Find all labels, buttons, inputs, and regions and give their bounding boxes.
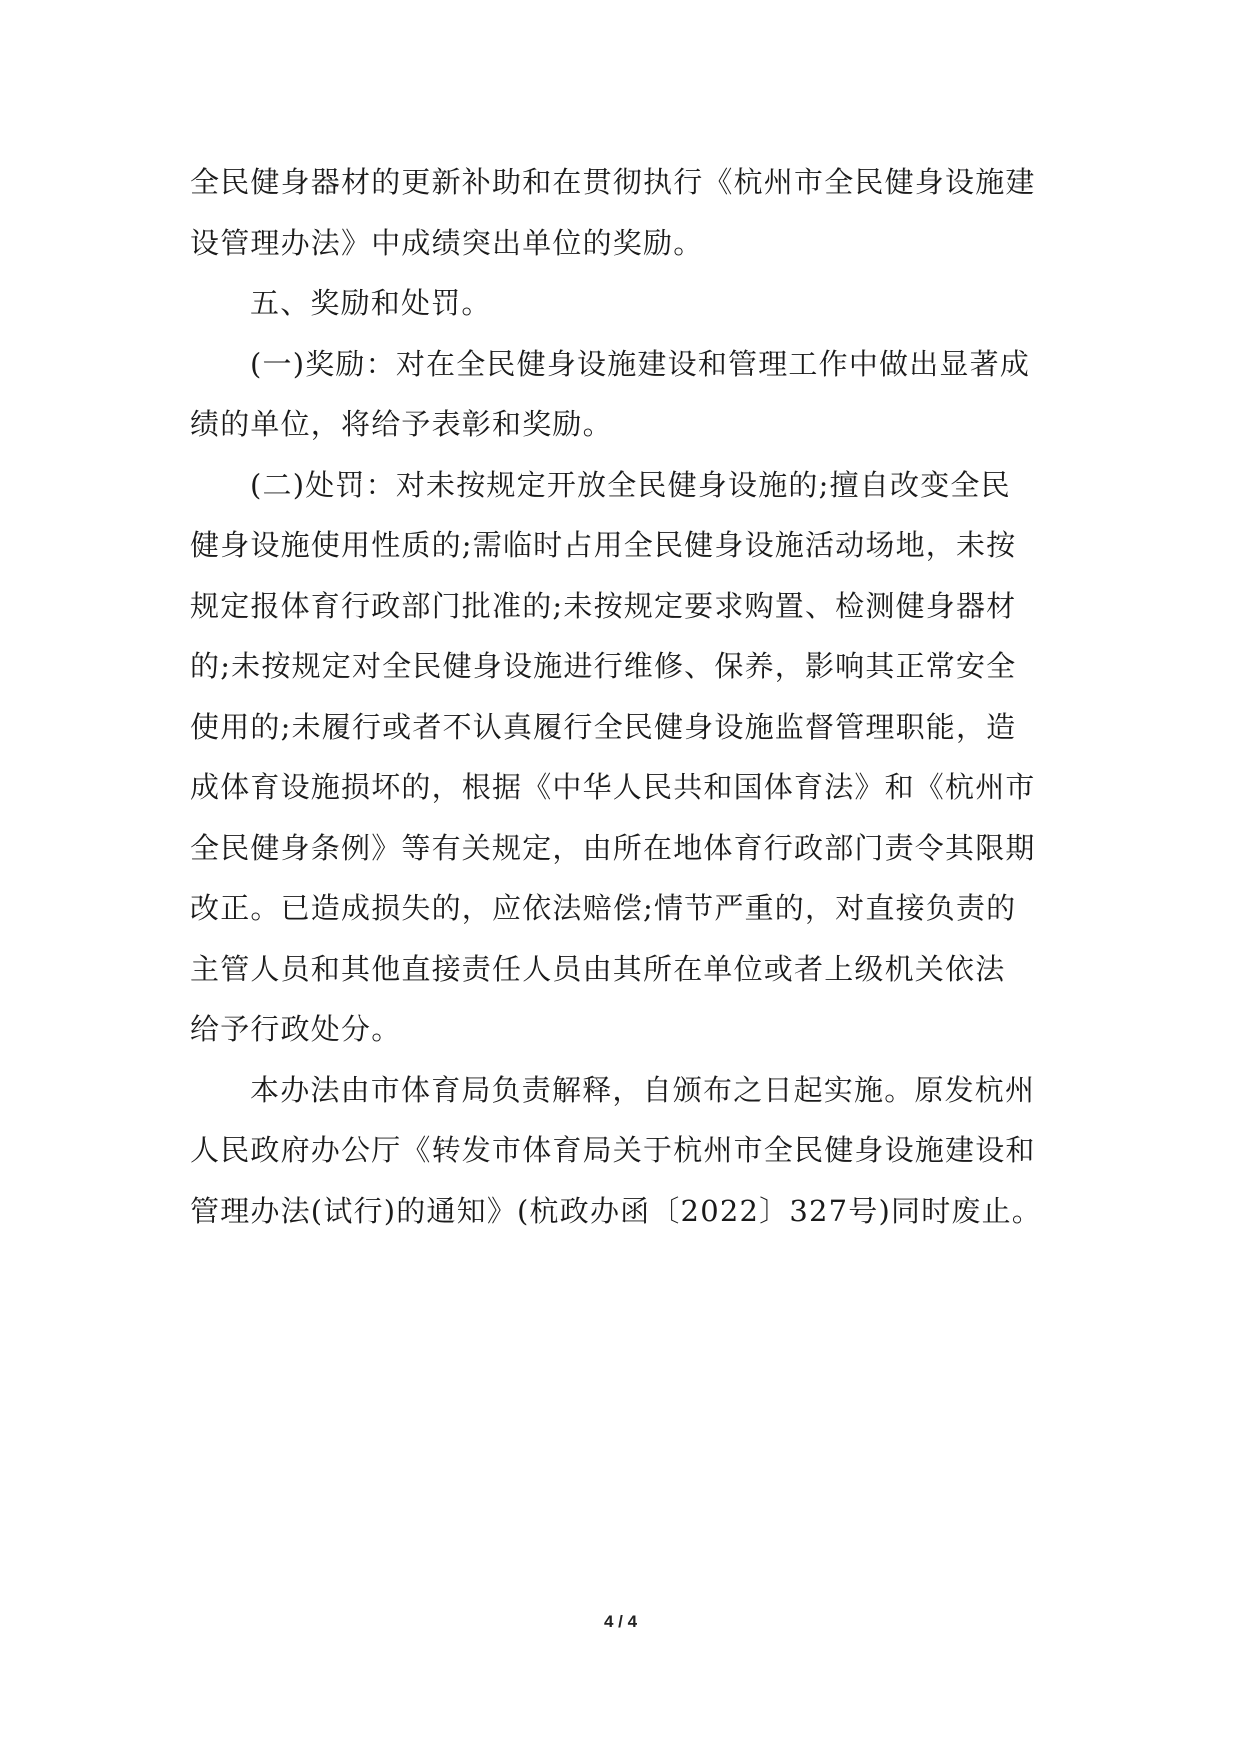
text-line: 改正。已造成损失的，应依法赔偿;情节严重的，对直接负责的 — [190, 891, 1017, 925]
text-line: 健身设施使用性质的;需临时占用全民健身设施活动场地，未按 — [190, 528, 1017, 562]
text-line: 五、奖励和处罚。 — [250, 286, 492, 320]
text-line: 设管理办法》中成绩突出单位的奖励。 — [190, 225, 704, 260]
text-line: 的;未按规定对全民健身设施进行维修、保养，影响其正常安全 — [190, 649, 1017, 683]
page-number: 4 / 4 — [603, 1612, 638, 1631]
text-line: 绩的单位，将给予表彰和奖励。 — [190, 407, 613, 441]
text-line: 规定报体育行政部门批准的;未按规定要求购置、检测健身器材 — [190, 588, 1017, 623]
text-line: 主管人员和其他直接责任人员由其所在单位或者上级机关依法 — [190, 951, 1006, 986]
text-line: (一)奖励：对在全民健身设施建设和管理工作中做出显著成 — [250, 346, 1031, 381]
document-body — [190, 152, 1060, 1241]
text-line: 全民健身器材的更新补助和在贯彻执行《杭州市全民健身设施建 — [190, 165, 1036, 199]
text-line: 成体育设施损坏的，根据《中华人民共和国体育法》和《杭州市 — [190, 770, 1036, 804]
text-line: 给予行政处分。 — [190, 1012, 402, 1046]
text-line: 人民政府办公厅《转发市体育局关于杭州市全民健身设施建设和 — [190, 1133, 1036, 1167]
text-line: 管理办法(试行)的通知》(杭政办函〔2022〕327号)同时废止。 — [190, 1193, 1043, 1228]
text-line: 本办法由市体育局负责解释，自颁布之日起实施。原发杭州 — [250, 1072, 1036, 1107]
text-line: 全民健身条例》等有关规定，由所在地体育行政部门责令其限期 — [190, 830, 1036, 865]
text-line: 使用的;未履行或者不认真履行全民健身设施监督管理职能，造 — [190, 709, 1017, 744]
text-line: (二)处罚：对未按规定开放全民健身设施的;擅自改变全民 — [250, 467, 1011, 502]
